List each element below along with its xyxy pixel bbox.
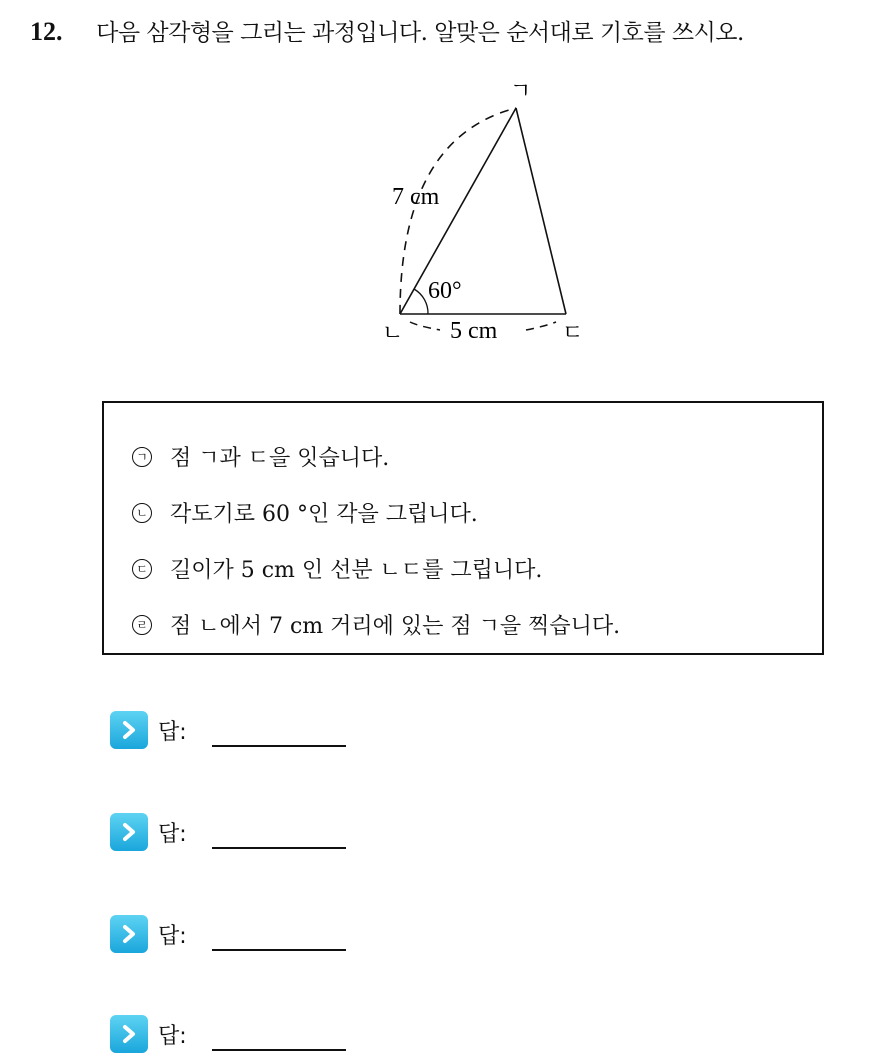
vertex-top-label: ㄱ	[510, 78, 532, 103]
question-text: 다음 삼각형을 그리는 과정입니다. 알맞은 순서대로 기호를 쓰시오.	[96, 20, 744, 46]
steps-box	[102, 401, 824, 655]
step-marker: ㄹ	[132, 615, 152, 635]
question-number: 12.	[30, 17, 63, 46]
step-item	[132, 441, 389, 472]
base-length-label: 5 cm	[450, 318, 498, 344]
vertex-left-label: ㄴ	[382, 320, 404, 345]
answer-blank[interactable]	[212, 745, 346, 747]
side-right	[516, 108, 566, 314]
answer-row	[110, 708, 187, 752]
step-marker: ㄴ	[132, 503, 152, 523]
step-item	[132, 497, 478, 528]
step-text: 길이가 5 cm 인 선분 ㄴㄷ를 그립니다.	[170, 558, 543, 583]
triangle-diagram	[370, 78, 600, 348]
chevron-right-icon	[110, 813, 148, 851]
question-header	[30, 14, 744, 47]
angle-arc	[414, 289, 428, 314]
answer-blank[interactable]	[212, 949, 346, 951]
chevron-right-icon	[110, 711, 148, 749]
answer-label: 답:	[158, 923, 187, 949]
step-item	[132, 609, 620, 640]
answer-label: 답:	[158, 719, 187, 745]
base-dimension-right	[526, 322, 556, 330]
chevron-right-icon	[110, 915, 148, 953]
base-dimension-left	[410, 322, 440, 330]
step-text: 점 ㄱ과 ㄷ을 잇습니다.	[170, 446, 390, 471]
triangle-figure	[370, 78, 600, 348]
answer-label: 답:	[158, 821, 187, 847]
answer-blank[interactable]	[212, 847, 346, 849]
step-item	[132, 553, 542, 584]
chevron-right-icon	[110, 1015, 148, 1053]
angle-label: 60°	[428, 278, 462, 304]
vertex-right-label: ㄷ	[562, 320, 584, 345]
step-text: 각도기로 60 °인 각을 그립니다.	[170, 502, 478, 527]
answer-row	[110, 912, 187, 956]
answer-row	[110, 1012, 187, 1056]
answer-row	[110, 810, 187, 854]
answer-label: 답:	[158, 1023, 187, 1049]
step-text: 점 ㄴ에서 7 cm 거리에 있는 점 ㄱ을 찍습니다.	[170, 614, 621, 639]
step-marker: ㄱ	[132, 447, 152, 467]
answer-blank[interactable]	[212, 1049, 346, 1051]
step-marker: ㄷ	[132, 559, 152, 579]
side-length-label: 7 cm	[392, 184, 440, 210]
